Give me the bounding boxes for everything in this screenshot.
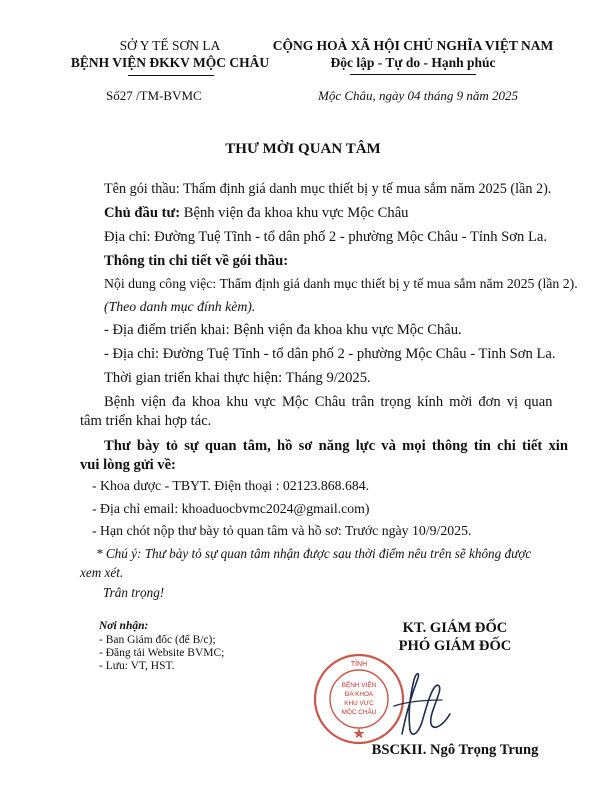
package-name: Tên gói thầu: Thẩm định giá danh mục thiết bị y tế mua sắm năm 2025 (lần 2).	[104, 181, 552, 197]
recipient-item: - Lưu: VT, HST.	[99, 660, 175, 672]
left-header-rule	[128, 75, 214, 76]
contact-email: - Địa chỉ email: khoaduocbvmc2024@gmail.com)	[92, 501, 370, 516]
investor-address: Địa chỉ: Đường Tuệ Tĩnh - tổ dân phố 2 - phường Mộc Châu - Tỉnh Sơn La.	[104, 229, 547, 245]
right-header-rule	[350, 74, 476, 75]
seal-text-line: MỘC CHÂU	[341, 709, 377, 716]
letter-title: THƯ MỜI QUAN TÂM	[225, 141, 381, 157]
note-line-2: xem xét.	[80, 565, 124, 580]
list-note: (Theo danh mục đính kèm).	[104, 299, 256, 314]
investor-value: Bệnh viện đa khoa khu vực Mộc Châu	[180, 205, 409, 221]
work-location: - Địa điểm triển khai: Bệnh viện đa khoa khu vực Mộc Châu.	[104, 322, 462, 338]
work-location-address: - Địa chỉ: Đường Tuệ Tĩnh - tổ dân phố 2 - phường Mộc Châu - Tỉnh Sơn La.	[104, 346, 556, 362]
recipient-item: - Đăng tải Website BVMC;	[99, 647, 225, 659]
signer-name: BSCKII. Ngô Trọng Trung	[371, 742, 539, 758]
submission-deadline: - Hạn chót nộp thư bày tỏ quan tâm và hồ sơ: Trước ngày 10/9/2025.	[92, 523, 472, 538]
seal-ring-text: TỈNH	[350, 661, 368, 668]
handwritten-signature	[372, 664, 472, 748]
national-motto: Độc lập - Tự do - Hạnh phúc	[330, 55, 496, 70]
seal-text-line: ĐA KHOA	[344, 691, 374, 698]
agency-name: SỞ Y TẾ SƠN LA	[119, 38, 221, 53]
details-heading: Thông tin chi tiết về gói thầu:	[104, 253, 289, 269]
invitation-line-2: tâm triển khai hợp tác.	[80, 413, 212, 429]
seal-text-line: KHU VỰC	[344, 700, 374, 707]
invitation-line-1: Bệnh viện đa khoa khu vực Mộc Châu trân trọng kính mời đơn vị quan	[104, 394, 553, 410]
seal-star-icon	[354, 728, 365, 738]
contact-department: - Khoa dược - TBYT. Điện thoại : 02123.868.684.	[92, 478, 370, 493]
regards: Trân trọng!	[103, 585, 165, 600]
investor-line	[104, 205, 574, 222]
investor-label: Chủ đầu tư:	[104, 205, 181, 221]
country-name: CỘNG HOÀ XÃ HỘI CHỦ NGHĨA VIỆT NAM	[272, 38, 554, 53]
document-number: Số27 /TM-BVMC	[106, 88, 202, 103]
send-instruction-line-2: vui lòng gửi về:	[80, 457, 176, 473]
recipient-item: - Ban Giám đốc (để B/c);	[99, 634, 216, 646]
signer-authority: KT. GIÁM ĐỐC	[402, 620, 508, 636]
signer-title: PHÓ GIÁM ĐỐC	[398, 638, 512, 654]
work-time: Thời gian triển khai thực hiện: Tháng 9/2025.	[104, 370, 371, 386]
note-line-1: * Chú ý: Thư bày tỏ sự quan tâm nhận được sau thời điểm nêu trên sẽ không được	[96, 546, 532, 561]
place-and-date: Mộc Châu, ngày 04 tháng 9 năm 2025	[318, 88, 519, 103]
hospital-name: BỆNH VIỆN ĐKKV MỘC CHÂU	[70, 55, 270, 70]
send-instruction-line-1: Thư bày tỏ sự quan tâm, hồ sơ năng lực và mọi thông tin chi tiết xin	[104, 438, 568, 454]
work-content: Nội dung công việc: Thẩm định giá danh mục thiết bị y tế mua sắm năm 2025 (lần 2).	[104, 276, 578, 291]
recipients-heading: Nơi nhận:	[99, 620, 149, 632]
seal-text-line: BỆNH VIỆN	[341, 682, 377, 689]
